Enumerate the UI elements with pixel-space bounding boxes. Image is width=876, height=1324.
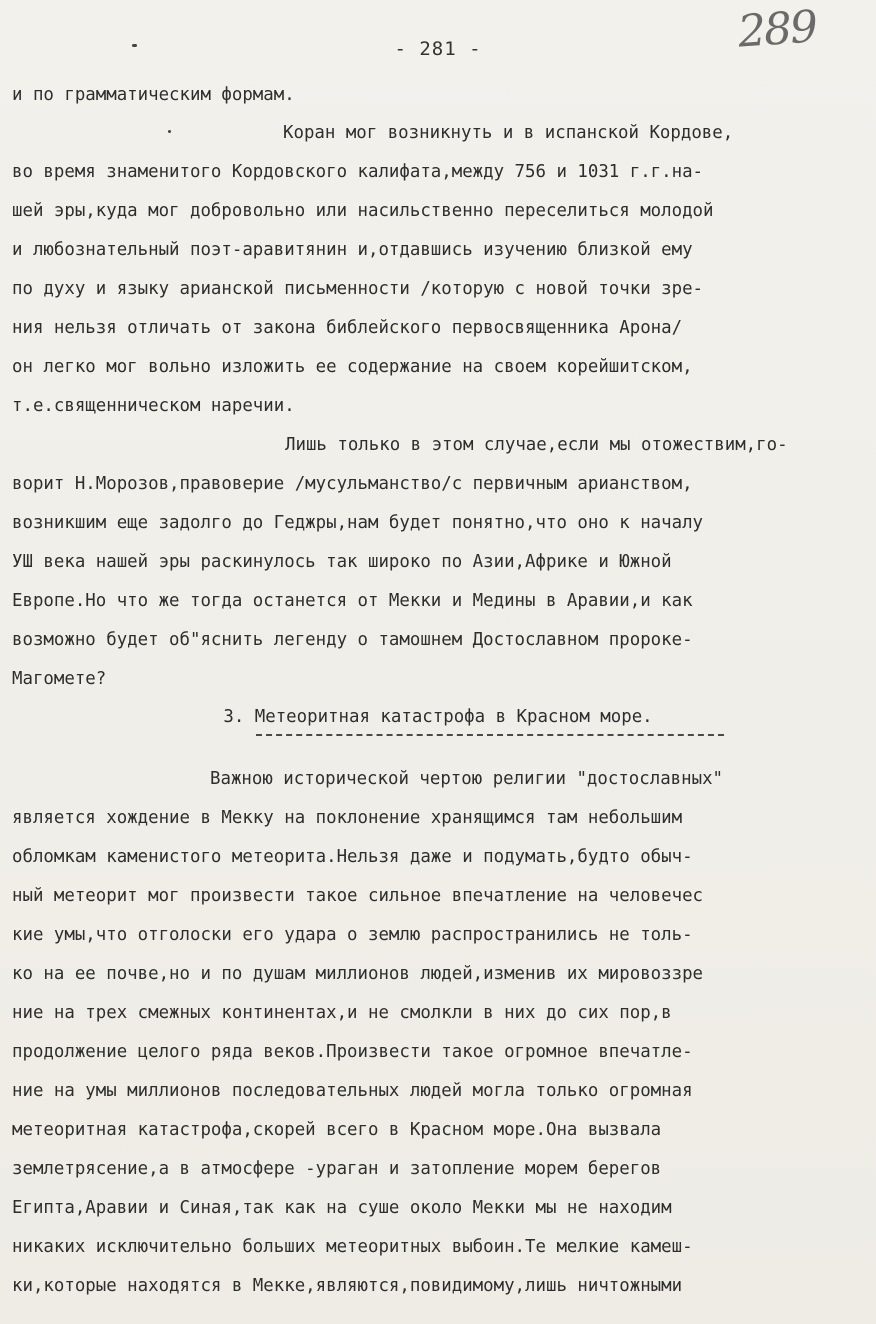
- text-line: шей эры,куда мог добровольно или насильственно переселиться молодой: [12, 201, 714, 221]
- text-line: возможно будет об"яснить легенду о тамошнем Достославном пророке-: [12, 630, 693, 650]
- text-line: Египта,Аравии и Синая,так как на суше около Мекки мы не находим: [12, 1198, 672, 1218]
- text-line: обломкам каменистого метеорита.Нельзя даже и подумать,будто обыч-: [12, 847, 693, 867]
- text-line: ко на ее почве,но и по душам миллионов людей,изменив их мировоззре: [12, 964, 704, 984]
- text-line: никаких исключительно больших метеоритных выбоин.Те мелкие камеш-: [12, 1237, 693, 1257]
- text-line: Магомете?: [12, 669, 107, 689]
- text-line: ние на умы миллионов последовательных людей могла только огромная: [12, 1081, 693, 1101]
- text-line: во время знаменитого Кордовского калифата,между 756 и 1031 г.г.на-: [12, 162, 704, 182]
- text-line: землетрясение,а в атмосфере -ураган и затопление морем берегов: [12, 1159, 662, 1179]
- page-number: - 281 -: [394, 38, 482, 60]
- text-line: Лишь только в этом случае,если мы отожествим,го-: [285, 435, 788, 455]
- text-line: и по грамматическим формам.: [12, 85, 295, 105]
- section-heading: 3. Метеоритная катастрофа в Красном море.: [223, 707, 653, 727]
- text-line: и любознательный поэт-аравитянин и,отдавшись изучению близкой ему: [12, 240, 693, 260]
- text-line: ворит Н.Морозов,правоверие /мусульманство/с первичным арианством,: [12, 474, 693, 494]
- text-line: является хождение в Мекку на поклонение хранящимся там небольшим: [12, 808, 683, 828]
- heading-underline: [256, 734, 724, 736]
- handwritten-archive-number: 289: [736, 1, 818, 58]
- text-line: ние на трех смежных континентах,и не смолкли в них до сих пор,в: [12, 1003, 672, 1023]
- text-line: ки,которые находятся в Мекке,являются,повидимому,лишь ничтожными: [12, 1276, 683, 1296]
- text-line: он легко мог вольно изложить ее содержание на своем корейшитском,: [12, 357, 693, 377]
- text-line: Коран мог возникнуть и в испанской Кордове,: [283, 123, 734, 143]
- text-line: т.е.священническом наречии.: [12, 396, 295, 416]
- text-line: ный метеорит мог произвести такое сильное впечатление на человечес: [12, 886, 704, 906]
- text-line: УШ века нашей эры раскинулось так широко по Азии,Африке и Южной: [12, 552, 672, 572]
- text-line: кие умы,что отголоски его удара о землю распространились не толь-: [12, 925, 693, 945]
- text-line: метеоритная катастрофа,скорей всего в Красном море.Она вызвала: [12, 1120, 662, 1140]
- text-line: продолжение целого ряда веков.Произвести такое огромное впечатле-: [12, 1042, 693, 1062]
- text-line: возникшим еще задолго до Геджры,нам будет понятно,что оно к началу: [12, 513, 704, 533]
- text-line: по духу и языку арианской письменности /которую с новой точки зре-: [12, 279, 704, 299]
- ink-speck: [132, 44, 137, 47]
- text-line: Европе.Но что же тогда останется от Мекки и Медины в Аравии,и как: [12, 591, 693, 611]
- text-line: ния нельзя отличать от закона библейского первосвященника Арона/: [12, 318, 683, 338]
- ink-speck: [168, 130, 171, 133]
- text-line: Важною исторической чертою религии "достославных": [210, 769, 724, 789]
